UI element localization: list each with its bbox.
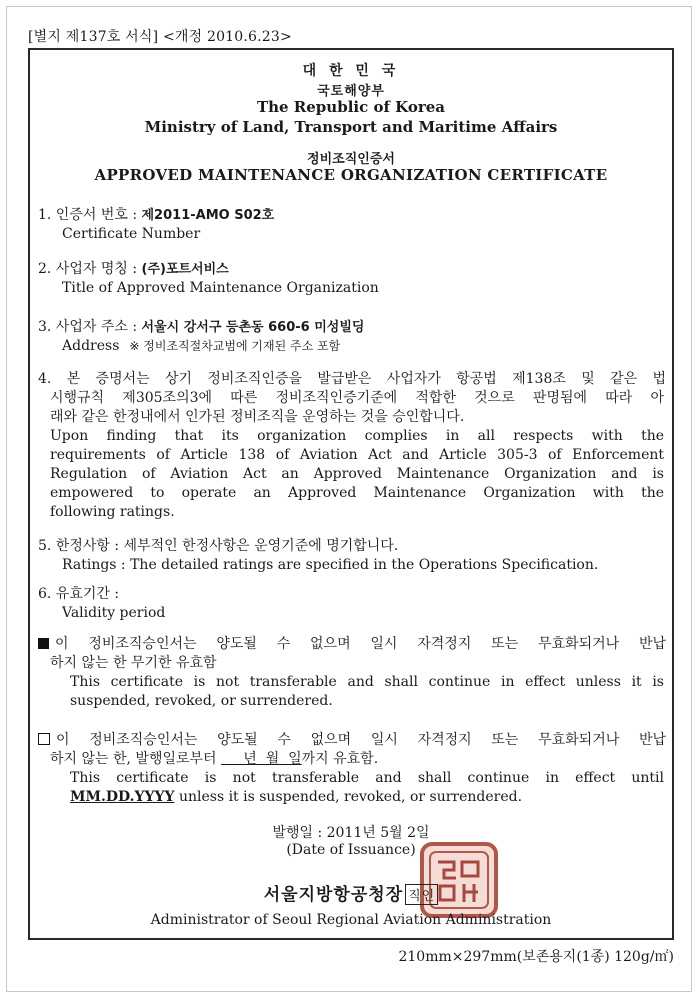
ratings-en: Ratings : The detailed ratings are specified in the Operations Specification. <box>62 557 599 573</box>
statement-en-3: Regulation of Aviation Act an Approved Maintenance Organization and is <box>50 466 664 482</box>
address-note: ※ 정비조직절차교범에 기재된 주소 포함 <box>129 339 341 353</box>
issuer-ko-row <box>30 880 672 905</box>
validity-en: Validity period <box>62 605 166 621</box>
option-dated-blank: 년 월 일 <box>221 751 302 767</box>
statement-en-2: requirements of Article 138 of Aviation Act and Article 305-3 of Enforcement <box>50 447 664 463</box>
org-title-value: (주)포트서비스 <box>141 262 229 277</box>
option-dated-en-1: This certificate is not transferable and shall continue in effect until <box>70 770 664 786</box>
option-dated-ko-1-text: 이 정비조직승인서는 양도될 수 없으며 일시 자격정지 또는 무효화되거나 반납 <box>56 732 666 748</box>
statement-en-1: Upon finding that its organization complies in all respects with the <box>50 428 664 444</box>
country-en: The Republic of Korea <box>256 98 446 116</box>
cert-number-label: 1. 인증서 번호 : <box>38 207 142 223</box>
option-dated-en-2: unless it is suspended, revoked, or surrendered. <box>174 789 523 805</box>
option-indefinite-ko-1-text: 이 정비조직승인서는 양도될 수 없으며 일시 자격정지 또는 무효화되거나 반납 <box>55 636 666 652</box>
option-dated-ko-2 <box>50 750 378 769</box>
ratings-ko: 5. 한정사항 : 세부적인 한정사항은 운영기준에 명기합니다. <box>38 538 399 554</box>
option-indefinite-ko-2: 하지 않는 한 무기한 유효함 <box>50 655 217 671</box>
address-row <box>38 318 364 337</box>
option-dated-ko-1 <box>38 731 666 750</box>
title-en: APPROVED MAINTENANCE ORGANIZATION CERTIFICATE <box>94 166 608 184</box>
address-en-row <box>62 337 340 356</box>
ministry-en: Ministry of Land, Transport and Maritime Affairs <box>144 118 558 136</box>
option-dated-ko-2b: 까지 유효함. <box>301 751 379 767</box>
address-label: 3. 사업자 주소 : <box>38 319 142 335</box>
form-label: [별지 제137호 서식] <개정 2010.6.23> <box>28 29 292 45</box>
country-ko: 대 한 민 국 <box>302 63 400 79</box>
statement-ko-1: 4. 본 증명서는 상기 정비조직인증을 발급받은 사업자가 항공법 제138조 및 같은 법 <box>38 371 666 387</box>
org-title-label: 2. 사업자 명칭 : <box>38 261 142 277</box>
cert-number-en: Certificate Number <box>62 226 201 242</box>
issuance-date-en: (Date of Issuance) <box>286 842 416 858</box>
statement-en-4: empowered to operate an Approved Maintenance Organization with the <box>50 485 664 501</box>
option-indefinite-en-1: This certificate is not transferable and shall continue in effect unless it is <box>70 674 664 690</box>
org-title-row <box>38 260 229 279</box>
org-title-en: Title of Approved Maintenance Organization <box>62 280 379 296</box>
issuance-date-ko: 발행일 : 2011년 5월 2일 <box>272 825 430 841</box>
option-indefinite-ko-1 <box>38 635 666 654</box>
issuer-ko: 서울지방항공청장 <box>263 885 404 905</box>
title-ko: 정비조직인증서 <box>307 152 395 167</box>
checked-checkbox-icon[interactable] <box>38 638 49 649</box>
unchecked-checkbox-icon[interactable] <box>38 733 50 745</box>
option-indefinite-en-2: suspended, revoked, or surrendered. <box>70 693 333 709</box>
certificate-border <box>28 48 674 940</box>
stamp-label: 직인 <box>405 884 438 905</box>
ministry-ko: 국토해양부 <box>317 84 385 99</box>
statement-ko-2: 시행규칙 제305조의3에 따른 정비조직인증기준에 적합한 것으로 판명됨에 따라 아 <box>50 390 664 406</box>
address-en: Address <box>62 338 120 354</box>
option-dated-date: MM.DD.YYYY <box>70 789 175 805</box>
statement-en-5: following ratings. <box>50 504 175 520</box>
paper-spec-footer: 210mm×297mm(보존용지(1종) 120g/㎡) <box>398 949 674 965</box>
issuer-en: Administrator of Seoul Regional Aviation Administration <box>150 912 552 928</box>
validity-ko: 6. 유효기간 : <box>38 586 120 602</box>
cert-number-row <box>38 206 274 225</box>
option-dated-en-2-row <box>70 788 522 807</box>
option-dated-ko-2a: 하지 않는 한, 발행일로부터 <box>50 751 222 767</box>
address-value: 서울시 강서구 등촌동 660-6 미성빌딩 <box>141 320 365 335</box>
cert-number-value: 제2011-AMO S02호 <box>141 208 275 223</box>
statement-ko-3: 래와 같은 한정내에서 인가된 정비조직을 운영하는 것을 승인합니다. <box>50 409 465 425</box>
